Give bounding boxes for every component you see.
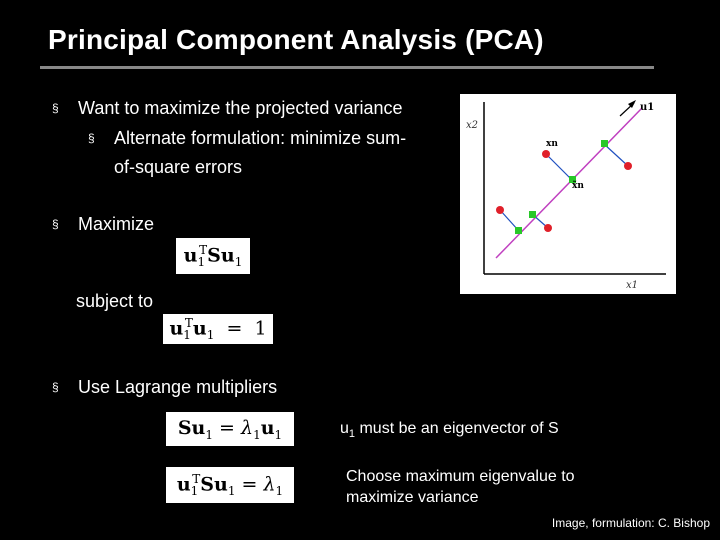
pca-illustration-svg [460, 94, 676, 294]
equation-constraint: $u_1^Tu_1 = 1$ [163, 314, 273, 344]
x-axis-label: x1 [626, 280, 639, 291]
note-u-symbol: u [340, 420, 349, 437]
note-u-subscript: 1 [348, 428, 356, 441]
bullet-maximize-variance [52, 98, 402, 119]
data-point [624, 162, 632, 170]
bullet-text: Maximize [78, 214, 155, 234]
projected-point [529, 211, 536, 218]
sub-bullet-text-line2: of-square errors [114, 157, 243, 177]
note-eigenvector-text: must be an eigenvector of S [355, 420, 559, 437]
data-point [496, 206, 504, 214]
bullet-marker: § [88, 131, 95, 145]
pca-illustration [460, 94, 676, 294]
xn-tilde-label: x̃n [572, 181, 584, 191]
bullet-marker: § [52, 380, 59, 394]
note-eigenvalue [346, 466, 575, 508]
data-point [542, 150, 550, 158]
u1-label: u1 [640, 102, 655, 113]
bullet-lagrange [52, 377, 277, 398]
data-point [544, 224, 552, 232]
projected-point [515, 227, 522, 234]
bullet-marker: § [52, 101, 59, 115]
title-divider [40, 66, 654, 69]
bullet-text: Want to maximize the projected variance [78, 98, 403, 118]
note-eigenvalue-line1: Choose maximum eigenvalue to [346, 468, 575, 485]
subject-to-label: subject to [76, 291, 154, 311]
note-eigenvalue-line2: maximize variance [346, 489, 479, 506]
bullet-marker: § [52, 217, 59, 231]
equation-objective: $u_1^TSu_1$ [176, 238, 250, 274]
equation-eigen: $Su_1 = \lambda_1u_1$ [166, 412, 294, 446]
projection-line [546, 154, 572, 180]
projection-line [604, 144, 628, 166]
sub-bullet-text-line1: Alternate formulation: minimize sum- [114, 128, 407, 148]
sub-bullet-alternate [88, 128, 406, 149]
bullet-maximize [52, 214, 154, 235]
image-credit: Image, formulation: C. Bishop [551, 516, 710, 530]
equation-eigenvalue: $u_1^TSu_1 = \lambda_1$ [166, 467, 294, 503]
xn-label: xn [546, 139, 558, 149]
y-axis-label: x2 [466, 120, 479, 131]
slide-title: Principal Component Analysis (PCA) [48, 24, 544, 55]
note-eigenvector [340, 418, 559, 445]
bullet-text: Use Lagrange multipliers [78, 377, 278, 397]
projected-point [601, 140, 608, 147]
